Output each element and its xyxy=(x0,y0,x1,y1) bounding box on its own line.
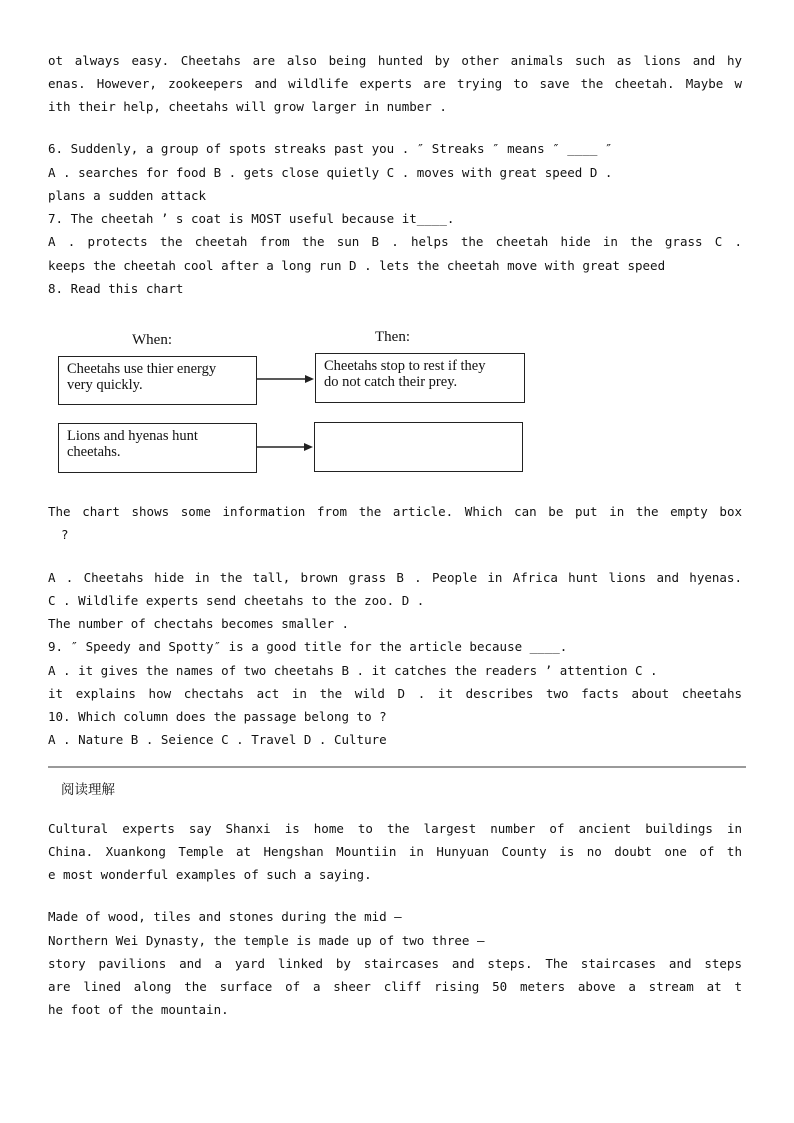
reading-line: Cultural experts say Shanxi is home to the largest number of ancient buildings in xyxy=(48,821,742,836)
section-divider xyxy=(48,766,746,768)
question-8-options: C . Wildlife experts send cheetahs to the zoo. D . xyxy=(48,593,425,608)
question-10-options: A . Nature B . Seience C . Travel D . Culture xyxy=(48,732,387,747)
chart-box-text: Lions and hyenas hunt xyxy=(67,428,198,444)
question-9-options: A . it gives the names of two cheetahs B . it catches the readers ’ attention C . xyxy=(48,663,658,678)
question-8-options: The number of chectahs becomes smaller . xyxy=(48,616,350,631)
chart-then-label: Then: xyxy=(375,329,410,345)
question-6-options: plans a sudden attack xyxy=(48,188,207,203)
reading-line: China. Xuankong Temple at Hengshan Mountiin in Hunyuan County is no doubt one of th xyxy=(48,844,742,859)
question-8-text: The chart shows some information from the article. Which can be put in the empty box xyxy=(48,504,742,519)
question-9-stem: 9. ″ Speedy and Spotty″ is a good title for the article because ____. xyxy=(48,639,568,654)
question-7-stem: 7. The cheetah ’ s coat is MOST useful because it____. xyxy=(48,211,455,226)
chart-box-row1-when xyxy=(58,356,257,405)
passage-line: enas. However, zookeepers and wildlife experts are trying to save the cheetah. Maybe w xyxy=(48,76,742,91)
question-7-options: keeps the cheetah cool after a long run D . lets the cheetah move with great speed xyxy=(48,258,666,273)
chart-box-row2-then-empty xyxy=(314,422,523,472)
reading-line: are lined along the surface of a sheer cliff rising 50 meters above a stream at t xyxy=(48,979,742,994)
chart-arrow-right-icon xyxy=(257,373,317,385)
reading-line: he foot of the mountain. xyxy=(48,1002,229,1017)
chart-box-text: very quickly. xyxy=(67,377,143,393)
question-8-options: A . Cheetahs hide in the tall, brown grass B . People in Africa hunt lions and hyenas. xyxy=(48,570,742,585)
passage-line: ith their help, cheetahs will grow larger in number . xyxy=(48,99,447,114)
question-10-stem: 10. Which column does the passage belong to ? xyxy=(48,709,387,724)
reading-line: e most wonderful examples of such a saying. xyxy=(48,867,372,882)
section-title: 阅读理解 xyxy=(61,782,115,798)
question-6-options: A . searches for food B . gets close quietly C . moves with great speed D . xyxy=(48,165,613,180)
chart-box-text: Cheetahs use thier energy xyxy=(67,361,217,377)
question-9-options: it explains how chectahs act in the wild D . it describes two facts about cheetahs xyxy=(48,686,742,701)
chart-box-row1-then xyxy=(315,353,525,403)
question-8-stem: 8. Read this chart xyxy=(48,281,184,296)
chart-box-text: cheetahs. xyxy=(67,444,121,460)
chart-arrow-right-icon xyxy=(257,441,317,453)
question-8-text: ? xyxy=(61,527,69,542)
reading-line: Northern Wei Dynasty, the temple is made up of two three – xyxy=(48,933,485,948)
question-7-options: A . protects the cheetah from the sun B . helps the cheetah hide in the grass C . xyxy=(48,234,742,249)
reading-line: story pavilions and a yard linked by staircases and steps. The staircases and steps xyxy=(48,956,742,971)
question-6-stem: 6. Suddenly, a group of spots streaks past you . ″ Streaks ″ means ″ ____ ″ xyxy=(48,141,613,156)
chart-box-text: Cheetahs stop to rest if they xyxy=(324,358,486,374)
chart-box-text: do not catch their prey. xyxy=(324,374,458,390)
chart-when-label: When: xyxy=(132,332,172,348)
reading-line: Made of wood, tiles and stones during the mid – xyxy=(48,909,402,924)
passage-line: ot always easy. Cheetahs are also being hunted by other animals such as lions and hy xyxy=(48,53,742,68)
chart-box-row2-when xyxy=(58,423,257,473)
